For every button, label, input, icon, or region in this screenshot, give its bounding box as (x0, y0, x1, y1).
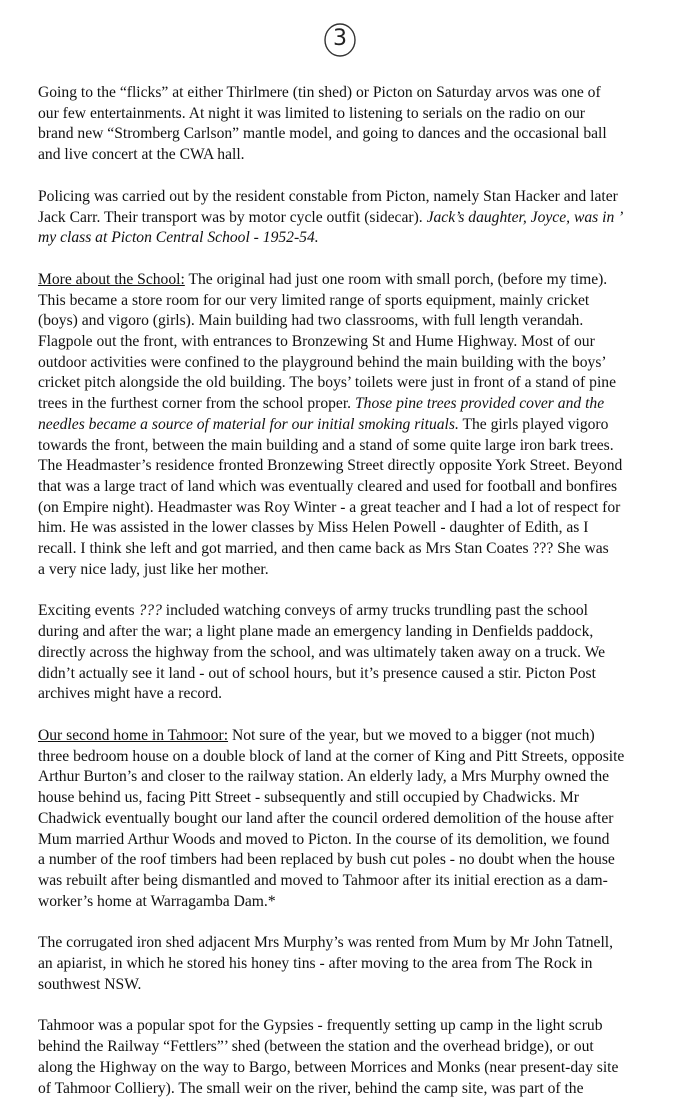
text-line (38, 539, 658, 560)
paragraph-flicks (38, 83, 658, 166)
text-run: a very nice lady, just like her mother. (38, 560, 269, 578)
paragraph-policing (38, 187, 658, 249)
italic-aside: Those pine trees provided cover and the (354, 395, 605, 413)
text-run: (boys) and vigoro (girls). Main building had two classrooms, with full length verandah. (38, 312, 584, 330)
page-number-label: 3 (333, 26, 347, 51)
text-run: outdoor activities were confined to the playground behind the main building with the boys’ (38, 353, 607, 371)
text-line (38, 415, 658, 436)
text-line (38, 892, 658, 913)
text-line (38, 228, 658, 249)
text-line (38, 601, 658, 622)
text-run: didn’t actually see it land - out of school hours, but it’s presence caused a stir. Picton Post (38, 664, 596, 682)
text-line (38, 187, 658, 208)
text-line (38, 1079, 658, 1100)
text-line (38, 830, 658, 851)
text-run: Tahmoor was a popular spot for the Gypsies - frequently setting up camp in the light scrub (38, 1017, 603, 1035)
text-run: an apiarist, in which he stored his honey tins - after moving to the area from The Rock in (38, 955, 593, 973)
italic-aside: my class at Picton Central School - 1952-54. (38, 229, 319, 247)
text-run: cricket pitch alongside the old building. The boys’ toilets were just in front of a stand of pine (38, 374, 616, 392)
text-run: brand new “Stromberg Carlson” mantle model, and going to dances and the occasional ball (38, 125, 607, 143)
text-line (38, 933, 658, 954)
text-line (38, 1058, 658, 1079)
text-run: The original had just one room with small porch, (before my time). (184, 270, 608, 288)
text-line (38, 975, 658, 996)
text-line (38, 664, 658, 685)
text-line (38, 291, 658, 312)
text-run: southwest NSW. (38, 975, 142, 993)
text-run: The Headmaster’s residence fronted Bronzewing Street directly opposite York Street. Beyond (38, 457, 623, 475)
text-run: Arthur Burton’s and closer to the railway station. An elderly lady, a Mrs Murphy owned the (38, 768, 610, 786)
text-run: house behind us, facing Pitt Street - subsequently and still occupied by Chadwicks. Mr (38, 789, 579, 807)
text-line (38, 270, 658, 291)
text-run: during and after the war; a light plane made an emergency landing in Denfields paddock, (38, 623, 594, 641)
text-line (38, 456, 658, 477)
italic-aside: needles became a source of material for our initial smoking rituals. (38, 415, 459, 433)
text-run: This became a store room for our very limited range of sports equipment, mainly cricket (38, 291, 590, 309)
text-run: was rebuilt after being dismantled and moved to Tahmoor after its initial erection as a dam- (38, 871, 608, 889)
text-run: him. He was assisted in the lower classes by Miss Helen Powell - daughter of Edith, as I (38, 519, 589, 537)
text-line (38, 1037, 658, 1058)
text-line (38, 726, 658, 747)
text-line (38, 208, 658, 229)
paragraph-shed (38, 933, 658, 995)
paragraph-events (38, 601, 658, 705)
text-run: Jack Carr. Their transport was by motor cycle outfit (sidecar). (38, 208, 427, 226)
text-run: (on Empire night). Headmaster was Roy Winter - a great teacher and I had a lot of respect for (38, 498, 621, 516)
text-run: trees in the furthest corner from the school proper. (38, 395, 355, 413)
document-body (38, 83, 658, 1120)
text-line (38, 104, 658, 125)
text-run: archives might have a record. (38, 685, 223, 703)
italic-aside: ??? (138, 602, 162, 620)
text-line (38, 954, 658, 975)
text-run: The girls played vigoro (458, 415, 609, 433)
italic-aside: Jack’s daughter, Joyce, was in ’ (426, 208, 624, 226)
text-line (38, 1016, 658, 1037)
text-run: worker’s home at Warragamba Dam.* (38, 892, 276, 910)
section-heading: More about the School: (38, 270, 185, 288)
text-line (38, 373, 658, 394)
text-run: Not sure of the year, but we moved to a bigger (not much) (228, 726, 595, 744)
text-line (38, 311, 658, 332)
text-run: included watching conveys of army trucks trundling past the school (161, 602, 588, 620)
text-line (38, 622, 658, 643)
text-run: Going to the “flicks” at either Thirlmere (tin shed) or Picton on Saturday arvos was one of (38, 84, 601, 101)
paragraph-gypsies (38, 1016, 658, 1099)
text-line (38, 684, 658, 705)
text-run: Exciting events (38, 602, 139, 620)
paragraph-tahmoor-home (38, 726, 658, 912)
text-line (38, 767, 658, 788)
paragraph-school (38, 270, 658, 581)
text-line (38, 353, 658, 374)
text-run: The corrugated iron shed adjacent Mrs Murphy’s was rented from Mum by Mr John Tatnell, (38, 934, 614, 952)
text-run: of Tahmoor Colliery). The small weir on the river, behind the camp site, was part of the (38, 1079, 584, 1097)
text-line (38, 560, 658, 581)
text-run: Flagpole out the front, with entrances to Bronzewing St and Hume Highway. Most of our (38, 333, 595, 351)
page-number (323, 22, 357, 58)
text-line (38, 498, 658, 519)
text-run: our few entertainments. At night it was limited to listening to serials on the radio on our (38, 104, 585, 122)
text-line (38, 809, 658, 830)
text-run: recall. I think she left and got married, and then came back as Mrs Stan Coates ??? She was (38, 540, 609, 558)
text-line (38, 145, 658, 166)
text-line (38, 332, 658, 353)
text-run: three bedroom house on a double block of land at the corner of King and Pitt Streets, opposite (38, 747, 625, 765)
text-line (38, 518, 658, 539)
text-run: and live concert at the CWA hall. (38, 146, 245, 164)
text-line (38, 788, 658, 809)
text-line (38, 83, 658, 104)
text-run: directly across the highway from the school, and was ultimately taken away on a truck. We (38, 643, 606, 661)
text-line (38, 394, 658, 415)
text-line (38, 871, 658, 892)
text-run: Chadwick eventually bought our land after the council ordered demolition of the house after (38, 809, 614, 827)
text-run: towards the front, between the main building and a stand of some quite large iron bark trees. (38, 436, 614, 454)
text-run: Mum married Arthur Woods and moved to Picton. In the course of its demolition, we found (38, 830, 610, 848)
text-run: behind the Railway “Fettlers”’ shed (between the station and the overhead bridge), or out (38, 1038, 594, 1056)
text-line (38, 124, 658, 145)
text-run: along the Highway on the way to Bargo, between Morrices and Monks (near present-day site (38, 1058, 619, 1076)
section-heading: Our second home in Tahmoor: (38, 726, 229, 744)
text-run: Policing was carried out by the resident constable from Picton, namely Stan Hacker and later (38, 187, 618, 205)
text-line (38, 850, 658, 871)
text-line (38, 477, 658, 498)
text-line (38, 747, 658, 768)
text-run: a number of the roof timbers had been replaced by bush cut poles - no doubt when the house (38, 851, 615, 869)
text-line (38, 643, 658, 664)
text-run: that was a large tract of land which was eventually cleared and used for football and bonfires (38, 477, 618, 495)
text-line (38, 436, 658, 457)
